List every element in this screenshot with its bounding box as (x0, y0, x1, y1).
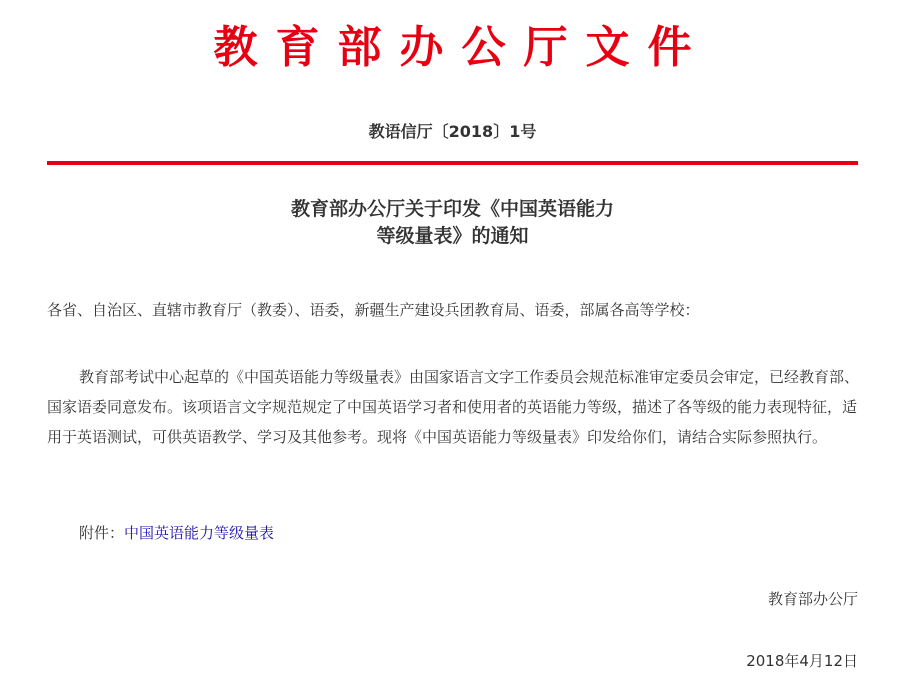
notice-title-line-1: 教育部办公厅关于印发《中国英语能力 (290, 198, 614, 220)
body-paragraph: 教育部考试中心起草的《中国英语能力等级量表》由国家语言文字工作委员会规范标准审定委员会审定，已经教育部、国家语委同意发布。该项语言文字规范规定了中国英语学习者和使用者的英语能力等级，描述了各等级的能力表现特征，适用于英语测试，可供英语教学、学习及其他参考。现将《中国英语能力等级量表》印发给你们，请结合实际参照执行。 (47, 368, 860, 446)
issue-date: 2018年4月12日 (746, 652, 858, 670)
addressee-line: 各省、自治区、直辖市教育厅（教委）、语委，新疆生产建设兵团教育局、语委，部属各高等学校： (47, 301, 700, 319)
document-masthead: 教育部办公厅文件 (213, 22, 710, 73)
document-number: 教语信厅〔2018〕1号 (368, 122, 537, 141)
attachment-label: 附件： (79, 524, 125, 542)
attachment-link[interactable]: 中国英语能力等级量表 (124, 524, 275, 542)
notice-title (0, 196, 905, 250)
notice-title-line-2: 等级量表》的通知 (376, 225, 529, 247)
issuer-signature: 教育部办公厅 (767, 590, 858, 608)
red-divider-rule (47, 161, 858, 165)
attachment-line (79, 520, 274, 546)
